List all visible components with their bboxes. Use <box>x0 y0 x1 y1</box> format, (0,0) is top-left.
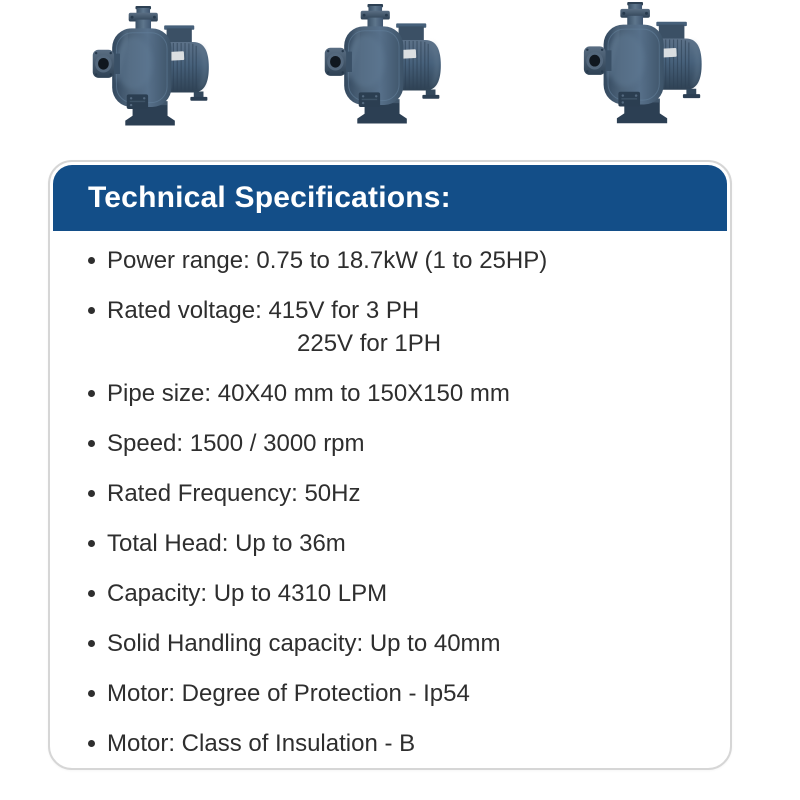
pump-illustration <box>84 6 220 127</box>
technical-specifications-card <box>48 160 732 770</box>
spec-item <box>50 377 710 410</box>
technical-specifications-header <box>53 165 727 231</box>
pump-image <box>84 6 220 127</box>
spec-item <box>50 527 710 560</box>
spec-item <box>50 244 710 277</box>
pump-illustration <box>575 2 713 125</box>
spec-list <box>50 231 730 760</box>
pump-image <box>575 2 713 125</box>
spec-item <box>50 427 710 460</box>
spec-line: Rated Frequency: 50Hz <box>107 480 361 507</box>
spec-line: Capacity: Up to 4310 LPM <box>107 580 388 607</box>
spec-line: Total Head: Up to 36m <box>107 530 346 557</box>
spec-item <box>50 577 710 610</box>
spec-item <box>50 677 710 710</box>
spec-line: 225V for 1PH <box>297 330 442 357</box>
spec-line: Pipe size: 40X40 mm to 150X150 mm <box>107 380 510 407</box>
technical-specifications-title: Technical Specifications: <box>88 181 451 214</box>
spec-item <box>50 627 710 660</box>
spec-item <box>50 294 710 360</box>
spec-line: Speed: 1500 / 3000 rpm <box>107 430 365 457</box>
spec-line: Rated voltage: 415V for 3 PH <box>107 297 420 324</box>
spec-line: Motor: Class of Insulation - B <box>107 730 416 757</box>
pump-illustration <box>316 4 452 125</box>
spec-item <box>50 727 710 760</box>
spec-line: Motor: Degree of Protection - Ip54 <box>107 680 470 707</box>
pump-image <box>316 4 452 125</box>
spec-line: Solid Handling capacity: Up to 40mm <box>107 630 501 657</box>
spec-line: Power range: 0.75 to 18.7kW (1 to 25HP) <box>107 247 548 274</box>
spec-item <box>50 477 710 510</box>
